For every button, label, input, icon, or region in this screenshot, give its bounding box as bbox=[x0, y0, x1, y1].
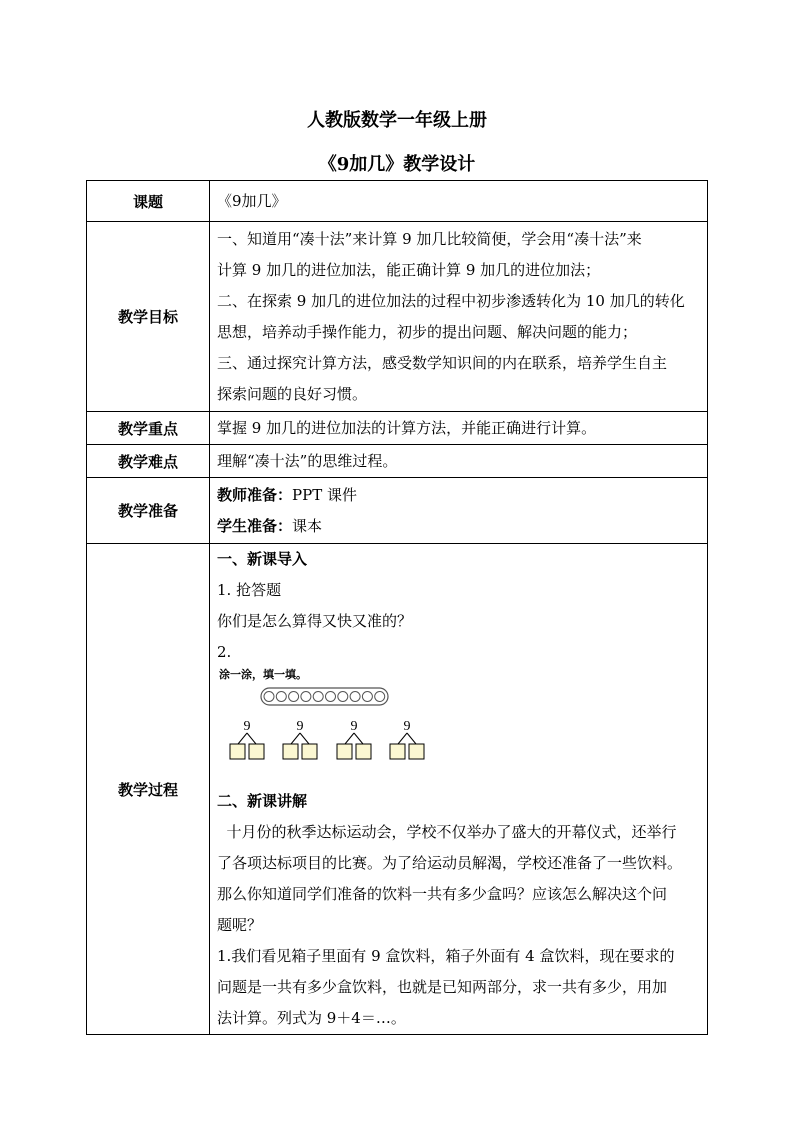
row-difficulty bbox=[87, 445, 708, 478]
goals-line: 探索问题的良好习惯。 bbox=[217, 384, 368, 403]
exercise-title: 涂一涂，填一填。 bbox=[219, 668, 307, 681]
answer-box[interactable] bbox=[249, 744, 264, 759]
frame-circle bbox=[362, 692, 372, 702]
story-line: 十月份的秋季达标运动会，学校不仅举办了盛大的开幕仪式，还举行 bbox=[217, 823, 677, 841]
frame-circle bbox=[326, 692, 336, 702]
answer-box[interactable] bbox=[283, 744, 298, 759]
teacher-prep-value: PPT 课件 bbox=[292, 485, 357, 504]
frame-circle bbox=[289, 692, 299, 702]
split-branch bbox=[345, 733, 354, 744]
teacher-prep-label: 教师准备： bbox=[217, 485, 293, 504]
difficulty-value: 理解“凑十法”的思维过程。 bbox=[210, 445, 708, 478]
topic-value: 《9加几》 bbox=[210, 181, 708, 222]
lesson-title: 《9加几》教学设计 bbox=[318, 154, 476, 175]
goals-line: 三、通过探究计算方法，感受数学知识间的内在联系，培养学生自主 bbox=[217, 353, 668, 372]
coloring-exercise bbox=[217, 668, 700, 786]
difficulty-label: 教学难点 bbox=[87, 445, 210, 478]
goals-line: 思想，培养动手操作能力，初步的提出问题、解决问题的能力； bbox=[217, 322, 638, 341]
section-new-lesson-intro: 一、新课导入 bbox=[217, 550, 308, 568]
answer-box[interactable] bbox=[337, 744, 352, 759]
split-diagrams bbox=[230, 719, 424, 759]
lesson-plan-table bbox=[86, 180, 708, 1035]
row-goals bbox=[87, 222, 708, 412]
frame-circle bbox=[338, 692, 348, 702]
intro-question: 你们是怎么算得又快又准的？ bbox=[217, 612, 413, 630]
analysis-line: 问题是一共有多少盒饮料，也就是已知两部分，求一共有多少，用加 bbox=[217, 978, 668, 996]
frame-circle bbox=[264, 692, 274, 702]
frame-circle bbox=[276, 692, 286, 702]
teacher-preparation bbox=[217, 480, 700, 511]
goals-line: 一、知道用“凑十法”来计算 9 加几比较简便，学会用“凑十法”来 bbox=[217, 229, 642, 248]
analysis-line: 法计算。列式为 9＋4＝…。 bbox=[217, 1009, 406, 1027]
split-branch bbox=[291, 733, 300, 744]
analysis-line: 1.我们看见箱子里面有 9 盒饮料，箱子外面有 4 盒饮料，现在要求的 bbox=[217, 947, 675, 965]
frame-circle bbox=[375, 692, 385, 702]
section-new-lesson-explanation: 二、新课讲解 bbox=[217, 792, 308, 810]
split-branch bbox=[407, 733, 416, 744]
frame-circle bbox=[350, 692, 360, 702]
student-prep-value: 课本 bbox=[292, 516, 323, 535]
preparation-content bbox=[210, 478, 708, 544]
ten-frame-circles bbox=[264, 692, 385, 702]
split-number: 9 bbox=[243, 719, 251, 734]
process-label: 教学过程 bbox=[87, 544, 210, 1035]
story-line: 那么你知道同学们准备的饮料一共有多少盒吗？应该怎么解决这个问 bbox=[217, 885, 668, 903]
key-point-label: 教学重点 bbox=[87, 412, 210, 445]
story-line: 题呢？ bbox=[217, 916, 263, 934]
split-branch bbox=[354, 733, 363, 744]
answer-box[interactable] bbox=[356, 744, 371, 759]
split-branch bbox=[398, 733, 407, 744]
split-number: 9 bbox=[350, 719, 358, 734]
answer-box[interactable] bbox=[409, 744, 424, 759]
item-quick-answer: 1. 抢答题 bbox=[217, 581, 282, 599]
answer-box[interactable] bbox=[390, 744, 405, 759]
topic-label: 课题 bbox=[87, 181, 210, 222]
row-topic bbox=[87, 181, 708, 222]
preparation-label: 教学准备 bbox=[87, 478, 210, 544]
frame-circle bbox=[301, 692, 311, 702]
row-key-point bbox=[87, 412, 708, 445]
student-prep-label: 学生准备： bbox=[217, 516, 293, 535]
item-2: 2. bbox=[217, 643, 232, 661]
exercise-figure bbox=[217, 686, 437, 782]
row-preparation bbox=[87, 478, 708, 544]
split-branch bbox=[238, 733, 247, 744]
story-line: 了各项达标项目的比赛。为了给运动员解渴，学校还准备了一些饮料。 bbox=[217, 854, 683, 872]
goals-label: 教学目标 bbox=[87, 222, 210, 412]
split-number: 9 bbox=[296, 719, 304, 734]
goals-line: 计算 9 加几的进位加法，能正确计算 9 加几的进位加法； bbox=[217, 260, 601, 279]
answer-box[interactable] bbox=[230, 744, 245, 759]
student-preparation bbox=[217, 511, 700, 542]
document-title: 人教版数学一年级上册 bbox=[307, 110, 487, 131]
key-point-value: 掌握 9 加几的进位加法的计算方法，并能正确进行计算。 bbox=[210, 412, 708, 445]
answer-box[interactable] bbox=[302, 744, 317, 759]
split-number: 9 bbox=[403, 719, 411, 734]
goals-content bbox=[210, 222, 708, 412]
row-process bbox=[87, 544, 708, 1035]
split-branch bbox=[300, 733, 309, 744]
frame-circle bbox=[313, 692, 323, 702]
split-branch bbox=[247, 733, 256, 744]
process-content bbox=[210, 544, 708, 1035]
goals-line: 二、在探索 9 加几的进位加法的过程中初步渗透转化为 10 加几的转化 bbox=[217, 291, 685, 310]
